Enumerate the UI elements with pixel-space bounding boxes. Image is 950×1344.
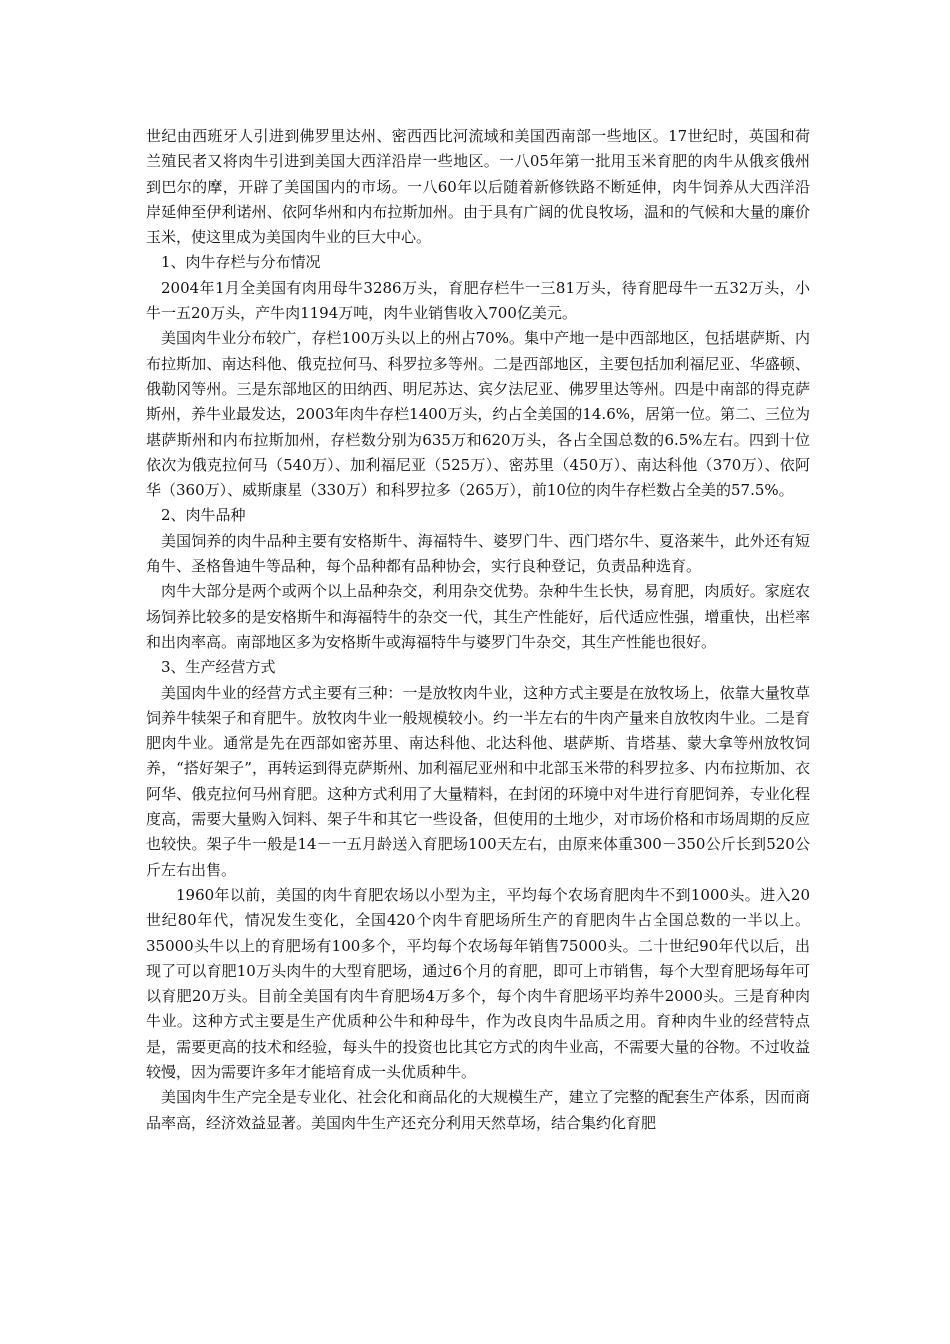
paragraph-crossbreeding: 肉牛大部分是两个或两个以上品种杂交，利用杂交优势。杂种牛生长快，易育肥，肉质好。家庭农场饲养比较多的是安格斯牛和海福特牛的杂交一代，其生产性能好，后代适应性强，增重快，出栏率和出肉率高。南部地区多为安格斯牛或海福特牛与婆罗门牛杂交，其生产性能也很好。 (146, 582, 810, 651)
paragraph-management-types: 美国肉牛业的经营方式主要有三种：一是放牧肉牛业，这种方式主要是在放牧场上，依靠大量牧草饲养牛犊架子和育肥牛。放牧肉牛业一般规模较小。约一半左右的牛肉产量来自放牧肉牛业。二是育肥肉牛业。通常是先在西部如密苏里、南达科他、北达科他、堪萨斯、肯塔基、蒙大拿等州放牧饲养，“搭好架子”，再转运到得克萨斯州、加利福尼亚州和中北部玉米带的科罗拉多、内布拉斯加、衣阿华、俄克拉何马州育肥。这种方式利用了大量精料，在封闭的环境中对牛进行育肥饲养，专业化程度高，需要大量购入饲料、架子牛和其它一些设备，但使用的土地少，对市场价格和市场周期的反应也较快。架子牛一般是14－一五月龄送入育肥场100天左右，由原来体重300－350公斤长到520公斤左右出售。 (146, 683, 810, 879)
heading-stock-distribution: 1、肉牛存栏与分布情况 (161, 253, 321, 272)
document-body (146, 124, 810, 1136)
heading-management: 3、生产经营方式 (161, 658, 276, 677)
paragraph-specialization: 美国肉牛生产完全是专业化、社会化和商品化的大规模生产，建立了完整的配套生产体系，因而商品率高，经济效益显著。美国肉牛生产还充分利用天然草场，结合集约化育肥 (146, 1088, 810, 1132)
paragraph-breeds: 美国饲养的肉牛品种主要有安格斯牛、海福特牛、婆罗门牛、西门塔尔牛、夏洛莱牛，此外还有短角牛、圣格鲁迪牛等品种，每个品种都有品种协会，实行良种登记，负责品种选育。 (146, 531, 810, 576)
paragraph-stock-2004: 2004年1月全美国有肉用母牛3286万头，育肥存栏牛一三81万头，待育肥母牛一五32万头，小牛一五20万头，产牛肉1194万吨，肉牛业销售收入700亿美元。 (146, 278, 810, 323)
paragraph-history: 世纪由西班牙人引进到佛罗里达州、密西西比河流域和美国西南部一些地区。17世纪时，英国和荷兰殖民者又将肉牛引进到美国大西洋沿岸一些地区。一八05年第一批用玉米育肥的肉牛从俄亥俄州到巴尔的摩，开辟了美国国内的市场。一八60年以后随着新修铁路不断延伸，肉牛饲养从大西洋沿岸延伸至伊利诺州、依阿华州和内布拉斯加州。由于具有广阔的优良牧场，温和的气候和大量的廉价玉米，使这里成为美国肉牛业的巨大中心。 (146, 127, 810, 247)
paragraph-feedlots: 1960年以前，美国的肉牛育肥农场以小型为主，平均每个农场育肥肉牛不到1000头。进入20世纪80年代，情况发生变化，全国420个肉牛育肥场所生产的育肥肉牛占全国总数的一半以上。35000头牛以上的育肥场有100多个，平均每个农场每年销售75000头。二十世纪90年代以后，出现了可以育肥10万头肉牛的大型育肥场，通过6个月的育肥，即可上市销售，每个大型育肥场每年可以育肥20万头。目前全美国有肉牛育肥场4万多个，每个肉牛育肥场平均养牛2000头。三是育种肉牛业。这种方式主要是生产优质种公牛和种母牛，作为改良肉牛品质之用。育种肉牛业的经营特点是，需要更高的技术和经验，每头牛的投资也比其它方式的肉牛业高，不需要大量的谷物。不过收益较慢，因为需要许多年才能培育成一头优质种牛。 (146, 885, 810, 1081)
heading-breeds: 2、肉牛品种 (161, 506, 246, 525)
paragraph-distribution: 美国肉牛业分布较广，存栏100万头以上的州占70%。集中产地一是中西部地区，包括堪萨斯、内布拉斯加、南达科他、俄克拉何马、科罗拉多等州。二是西部地区，主要包括加利福尼亚、华盛顿、俄勒冈等州。三是东部地区的田纳西、明尼苏达、宾夕法尼亚、佛罗里达等州。四是中南部的得克萨斯州，养牛业最发达，2003年肉牛存栏1400万头，约占全美国的14.6%，居第一位。第二、三位为堪萨斯州和内布拉斯加州，存栏数分别为635万和620万头，各占全国总数的6.5%左右。四到十位依次为俄克拉何马（540万）、加利福尼亚（525万）、密苏里（450万）、南达科他（370万）、依阿华（360万）、威斯康星（330万）和科罗拉多（265万），前10位的肉牛存栏数占全美的57.5%。 (146, 329, 811, 500)
